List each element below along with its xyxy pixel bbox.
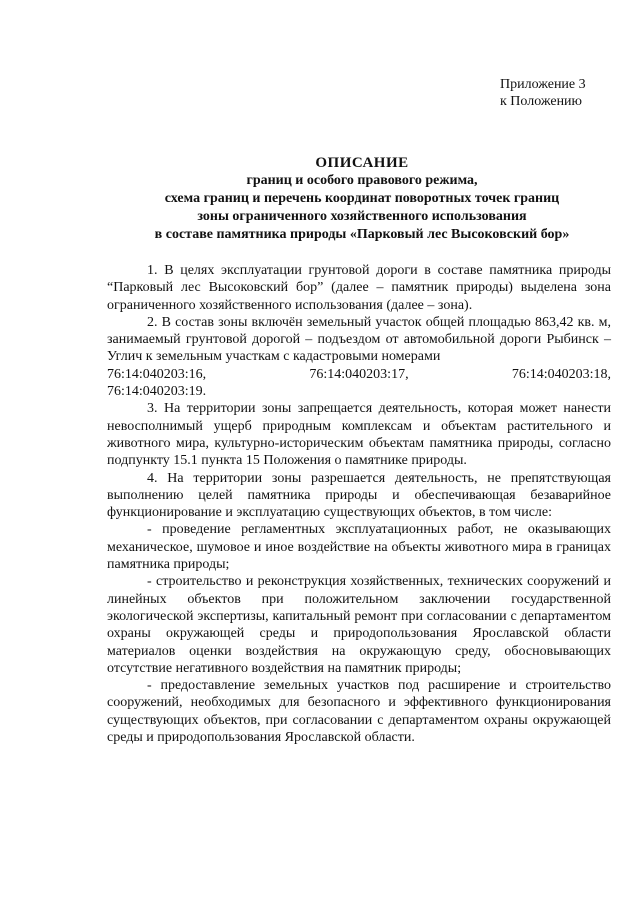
title-main: ОПИСАНИЕ <box>315 155 409 171</box>
paragraph-2: 2. В состав зоны включён земельный участок общей площадью 863,42 кв. м, занимаемый грунтовой дорогой – подъездом от автомобильной дороги Рыбинск – Углич к земельным участкам с кадастровыми номерами <box>107 314 611 365</box>
cadastral-number-4: 76:14:040203:19. <box>107 384 207 400</box>
title-line-4: в составе памятника природы «Парковый лес Высоковский бор» <box>154 227 570 242</box>
appendix-reference <box>500 76 620 110</box>
cadastral-number-3: 76:14:040203:18, <box>511 366 611 382</box>
cadastral-numbers-row <box>107 366 611 383</box>
document-body <box>107 262 611 746</box>
title-line-1: границ и особого правового режима, <box>246 173 478 188</box>
document-title <box>90 154 634 244</box>
cadastral-number-1: 76:14:040203:16, <box>107 366 207 382</box>
list-item-3: - предоставление земельных участков под расширение и строительство сооружений, необходимых для безопасного и эффективного функционирования существующих объектов, при согласовании с департаментом охраны окружающей среды и природопользования Ярославской области. <box>107 678 611 746</box>
paragraph-1: 1. В целях эксплуатации грунтовой дороги в составе памятника природы “Парковый лес Высоковский бор” (далее – памятник природы) выделена зона ограниченного хозяйственного использования (далее – зона). <box>107 263 611 313</box>
list-item-1: - проведение регламентных эксплуатационных работ, не оказывающих механическое, шумовое и иное воздействие на объекты животного мира в границах памятника природы; <box>107 522 611 573</box>
appendix-line-2: к Положению <box>500 94 583 109</box>
paragraph-4: 4. На территории зоны разрешается деятельность, не препятствующая выполнению целей памятника природы и обеспечивающая безаварийное функционирование и эксплуатацию существующих объектов, в том числе: <box>107 470 611 521</box>
appendix-line-1: Приложение 3 <box>500 77 586 92</box>
cadastral-number-2: 76:14:040203:17, <box>309 366 409 382</box>
title-line-3: зоны ограниченного хозяйственного использования <box>197 209 527 224</box>
paragraph-3: 3. На территории зоны запрещается деятельность, которая может нанести невосполнимый ущерб природным комплексам и объектам растительного и животного мира, культурно-историческим объектам памятника природы, согласно подпункту 15.1 пункта 15 Положения о памятнике природы. <box>107 401 611 469</box>
title-line-2: схема границ и перечень координат поворотных точек границ <box>164 191 560 206</box>
list-item-2: - строительство и реконструкция хозяйственных, технических сооружений и линейных объектов при положительном заключении государственной экологической экспертизы, капитальный ремонт при согласовании с департаментом охраны окружающей среды и природопользования Ярославской области материалов оценки воздействия на окружающую среду, обосновывающих отсутствие негативного воздействия на памятник природы; <box>107 574 611 676</box>
